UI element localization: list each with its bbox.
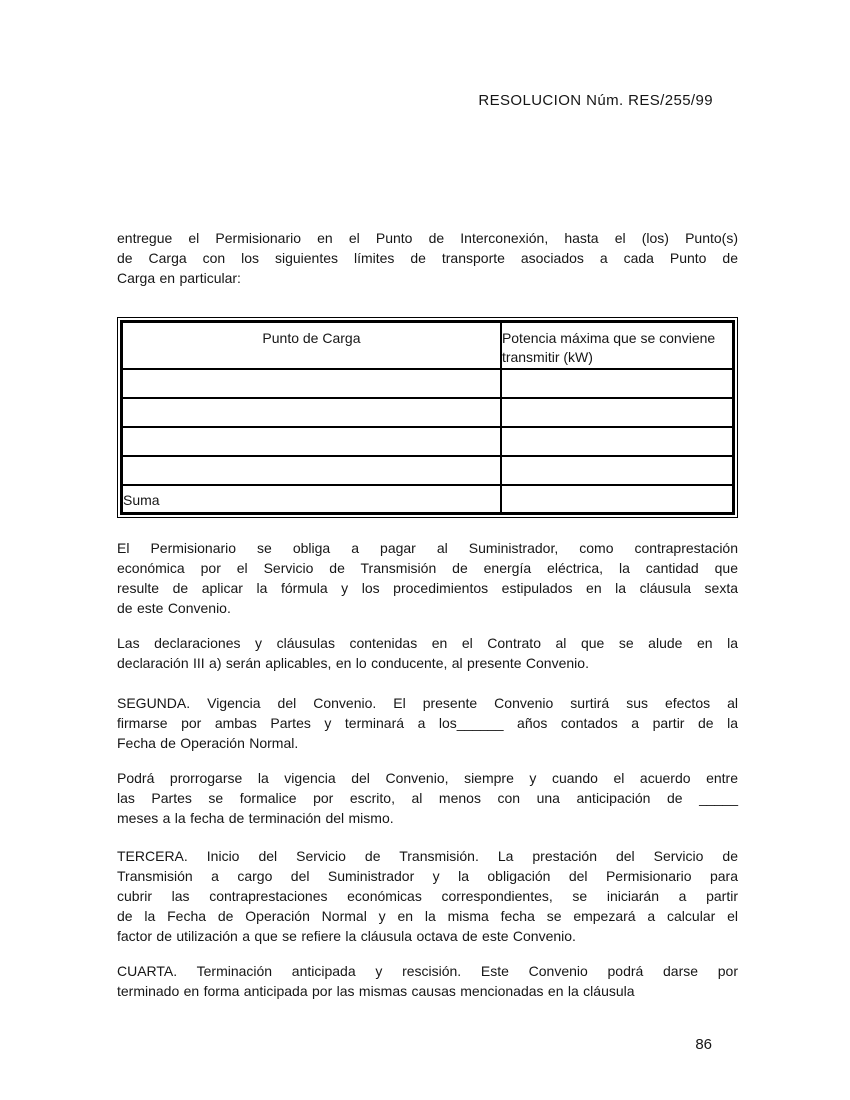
text-line: resulte de aplicar la fórmula y los procedimientos estipulados en la cláusula sexta (117, 580, 738, 596)
text-line: cubrir las contraprestaciones económicas correspondientes, se iniciarán a partir (117, 888, 738, 904)
text-line: de este Convenio. (117, 600, 231, 616)
page-number: 86 (695, 1036, 712, 1053)
text-line: SEGUNDA. Vigencia del Convenio. El presente Convenio surtirá sus efectos al (117, 695, 738, 711)
paragraph-declaraciones (117, 633, 738, 673)
column-header-potencia-maxima: Potencia máxima que se conviene transmitir (kW) (501, 322, 734, 369)
paragraph-clausula-cuarta (117, 961, 738, 1001)
table-empty-cell (501, 456, 734, 485)
table-empty-row (122, 398, 734, 427)
text-line: Fecha de Operación Normal. (117, 735, 299, 751)
text-line: declaración III a) serán aplicables, en lo conducente, al presente Convenio. (117, 655, 589, 671)
text-line: TERCERA. Inicio del Servicio de Transmisión. La prestación del Servicio de (117, 848, 738, 864)
load-points-table (120, 320, 735, 515)
table-empty-cell (122, 456, 501, 485)
text-line: de la Fecha de Operación Normal y en la misma fecha se empezará a calcular el (117, 908, 738, 924)
text-line: factor de utilización a que se refiere la cláusula octava de este Convenio. (117, 928, 576, 944)
table-empty-row (122, 456, 734, 485)
table-header-row (122, 322, 734, 369)
document-title: RESOLUCION Núm. RES/255/99 (478, 92, 713, 109)
sum-value-cell (501, 485, 734, 514)
text-line: de Carga con los siguientes límites de transporte asociados a cada Punto de (117, 250, 738, 266)
paragraph-clausula-segunda (117, 693, 738, 753)
table-empty-cell (122, 398, 501, 427)
text-line: Podrá prorrogarse la vigencia del Convenio, siempre y cuando el acuerdo entre (117, 770, 738, 786)
table-sum-row (122, 485, 734, 514)
text-line: las Partes se formalice por escrito, al menos con una anticipación de _____ (117, 790, 738, 806)
text-line: económica por el Servicio de Transmisión de energía eléctrica, la cantidad que (117, 560, 738, 576)
text-line: CUARTA. Terminación anticipada y rescisión. Este Convenio podrá darse por (117, 963, 738, 979)
table-empty-cell (501, 427, 734, 456)
paragraph-clausula-tercera (117, 846, 738, 946)
table-empty-row (122, 427, 734, 456)
text-line: firmarse por ambas Partes y terminará a los______ años contados a partir de la (117, 715, 738, 731)
table-empty-row (122, 369, 734, 398)
table-empty-cell (122, 369, 501, 398)
table-empty-cell (501, 398, 734, 427)
text-line: entregue el Permisionario en el Punto de Interconexión, hasta el (los) Punto(s) (117, 230, 738, 246)
document-body (117, 228, 738, 1001)
paragraph-prorroga (117, 768, 738, 828)
column-header-punto-de-carga: Punto de Carga (122, 322, 501, 369)
text-line: terminado en forma anticipada por las mismas causas mencionadas en la cláusula (117, 983, 635, 999)
text-line: El Permisionario se obliga a pagar al Suministrador, como contraprestación (117, 540, 738, 556)
table-empty-cell (122, 427, 501, 456)
text-line: Transmisión a cargo del Suministrador y la obligación del Permisionario para (117, 868, 738, 884)
table-empty-rows (122, 369, 734, 485)
paragraph-intro (117, 228, 738, 288)
text-line: Las declaraciones y cláusulas contenidas en el Contrato al que se alude en la (117, 635, 738, 651)
load-points-table-frame (117, 317, 738, 518)
paragraph-pago (117, 538, 738, 618)
table-empty-cell (501, 369, 734, 398)
text-line: meses a la fecha de terminación del mismo. (117, 810, 394, 826)
sum-label: Suma (122, 485, 501, 514)
text-line: Carga en particular: (117, 270, 241, 286)
